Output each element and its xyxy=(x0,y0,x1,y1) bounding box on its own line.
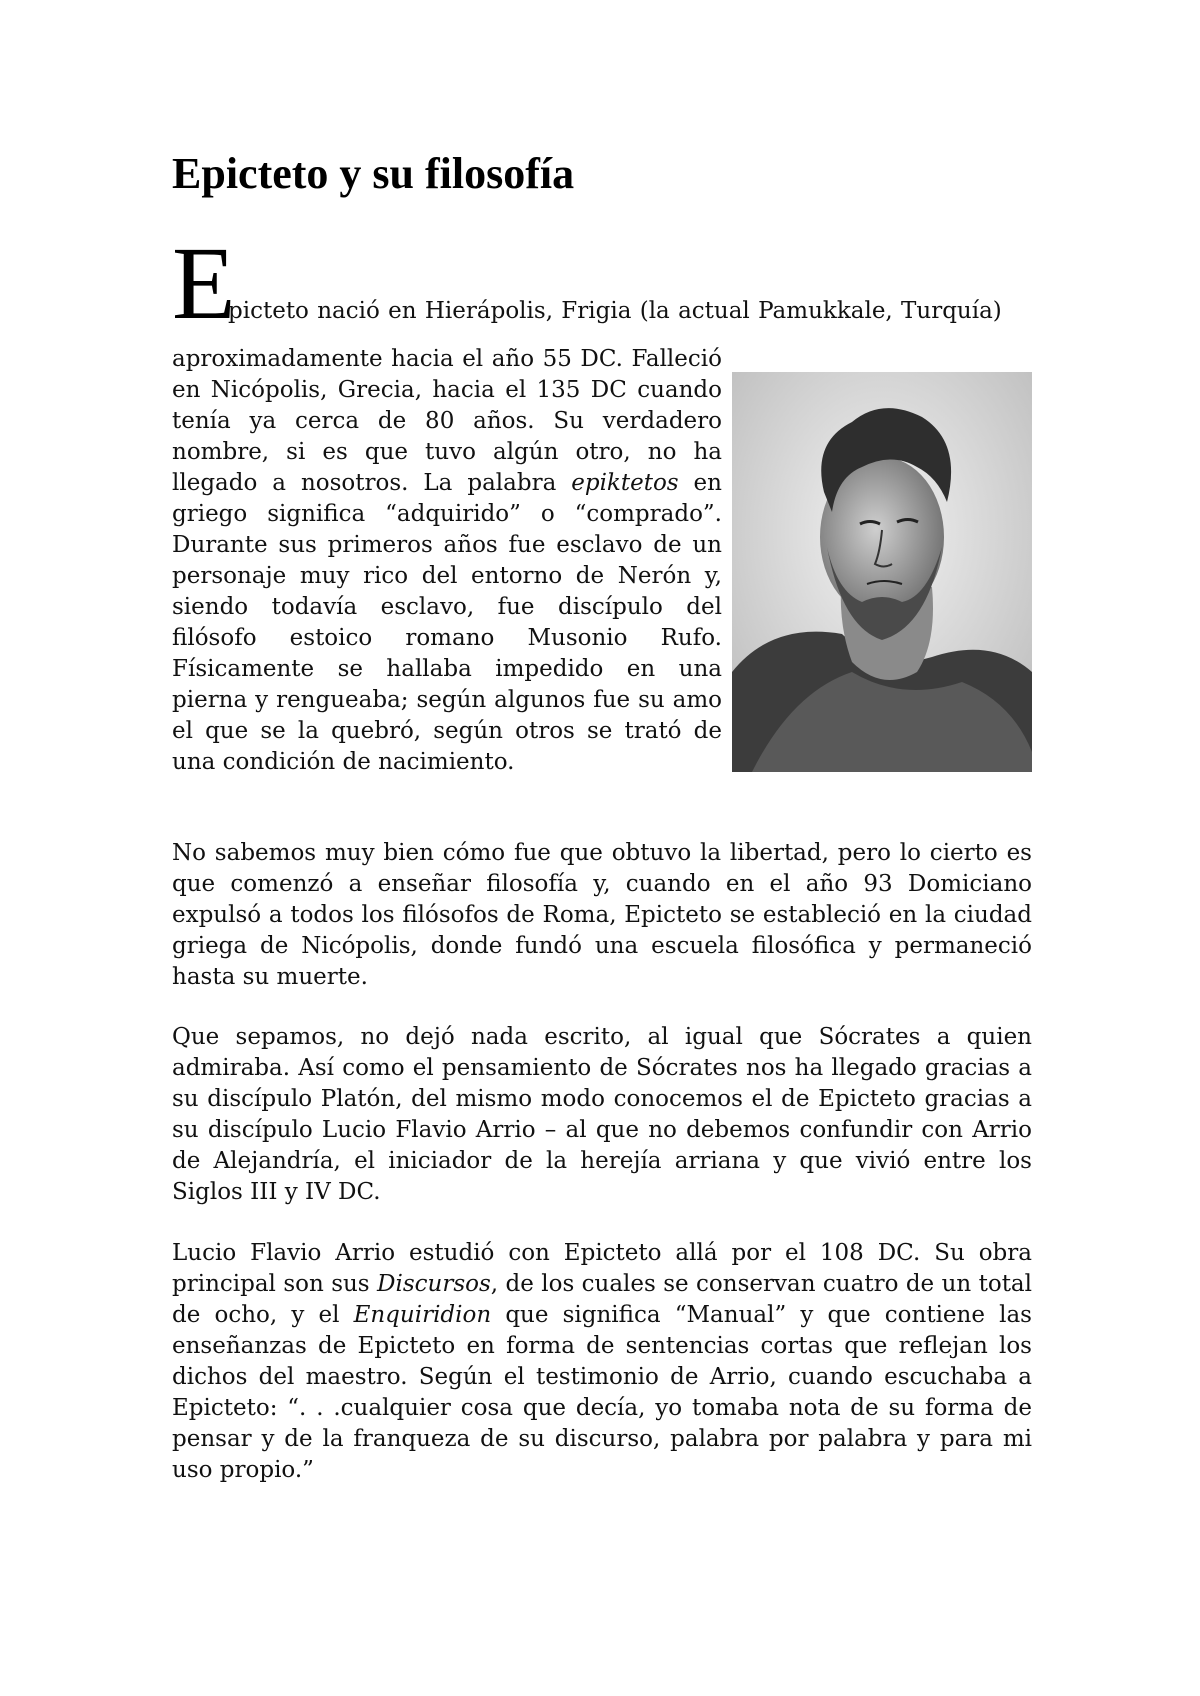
first-line-text: picteto nació en Hierápolis, Frigia (la actual Pamukkale, Turquía) xyxy=(228,298,1002,324)
paragraph-arrian-part1: Lucio Flavio Arrio estudió con Epicteto allá por el 108 DC. Su obra principal son sus xyxy=(172,1240,1032,1297)
paragraph-biography-emphasis: epiktetos xyxy=(571,470,679,496)
paragraph-arrian-part3: que significa “Manual” y que contiene las enseñanzas de Epicteto en forma de sentencias cortas que reflejan los dichos del maestro. Según el testimonio de Arrio, cuando escuchaba a Epicteto: “. . .cualquier cosa que decía, yo tomaba nota de su forma de pensar y de la franqueza de su discurso, palabra por palabra y para mi uso propio.” xyxy=(172,1302,1032,1483)
page-title: Epicteto y su filosofía xyxy=(172,149,575,198)
drop-cap: E xyxy=(172,226,236,341)
paragraph-biography xyxy=(172,344,722,778)
paragraph-arrian-emphasis1: Discursos xyxy=(377,1271,491,1297)
portrait-image xyxy=(732,372,1032,772)
portrait-illustration xyxy=(732,372,1032,772)
paragraph-biography-part2: en griego significa “adquirido” o “comprado”. Durante sus primeros años fue esclavo de un personaje muy rico del entorno de Nerón y, siendo todavía esclavo, fue discípulo del filósofo estoico romano Musonio Rufo. Físicamente se hallaba impedido en una pierna y rengueaba; según algunos fue su amo el que se la quebró, según otros se trató de una condición de nacimiento. xyxy=(172,470,722,775)
opening-line xyxy=(172,226,1042,341)
paragraph-freedom: No sabemos muy bien cómo fue que obtuvo la libertad, pero lo cierto es que comenzó a enseñar filosofía y, cuando en el año 93 Domiciano expulsó a todos los filósofos de Roma, Epicteto se estableció en la ciudad griega de Nicópolis, donde fundó una escuela filosófica y permaneció hasta su muerte. xyxy=(172,840,1032,990)
paragraph-arrian-part2: , de los cuales se conservan cuatro de un total de ocho, y el xyxy=(172,1271,1033,1328)
paragraph-writings: Que sepamos, no dejó nada escrito, al igual que Sócrates a quien admiraba. Así como el pensamiento de Sócrates nos ha llegado gracias a su discípulo Platón, del mismo modo conocemos el de Epicteto gracias a su discípulo Lucio Flavio Arrio – al que no debemos confundir con Arrio de Alejandría, el iniciador de la herejía arriana y que vivió entre los Siglos III y IV DC. xyxy=(172,1024,1032,1205)
paragraph-biography-part1: aproximadamente hacia el año 55 DC. Falleció en Nicópolis, Grecia, hacia el 135 DC cuando tenía ya cerca de 80 años. Su verdadero nombre, si es que tuvo algún otro, no ha llegado a nosotros. La palabra xyxy=(172,346,722,496)
paragraph-arrian-emphasis2: Enquiridion xyxy=(353,1302,492,1328)
paragraph-arrian xyxy=(172,1238,1032,1486)
